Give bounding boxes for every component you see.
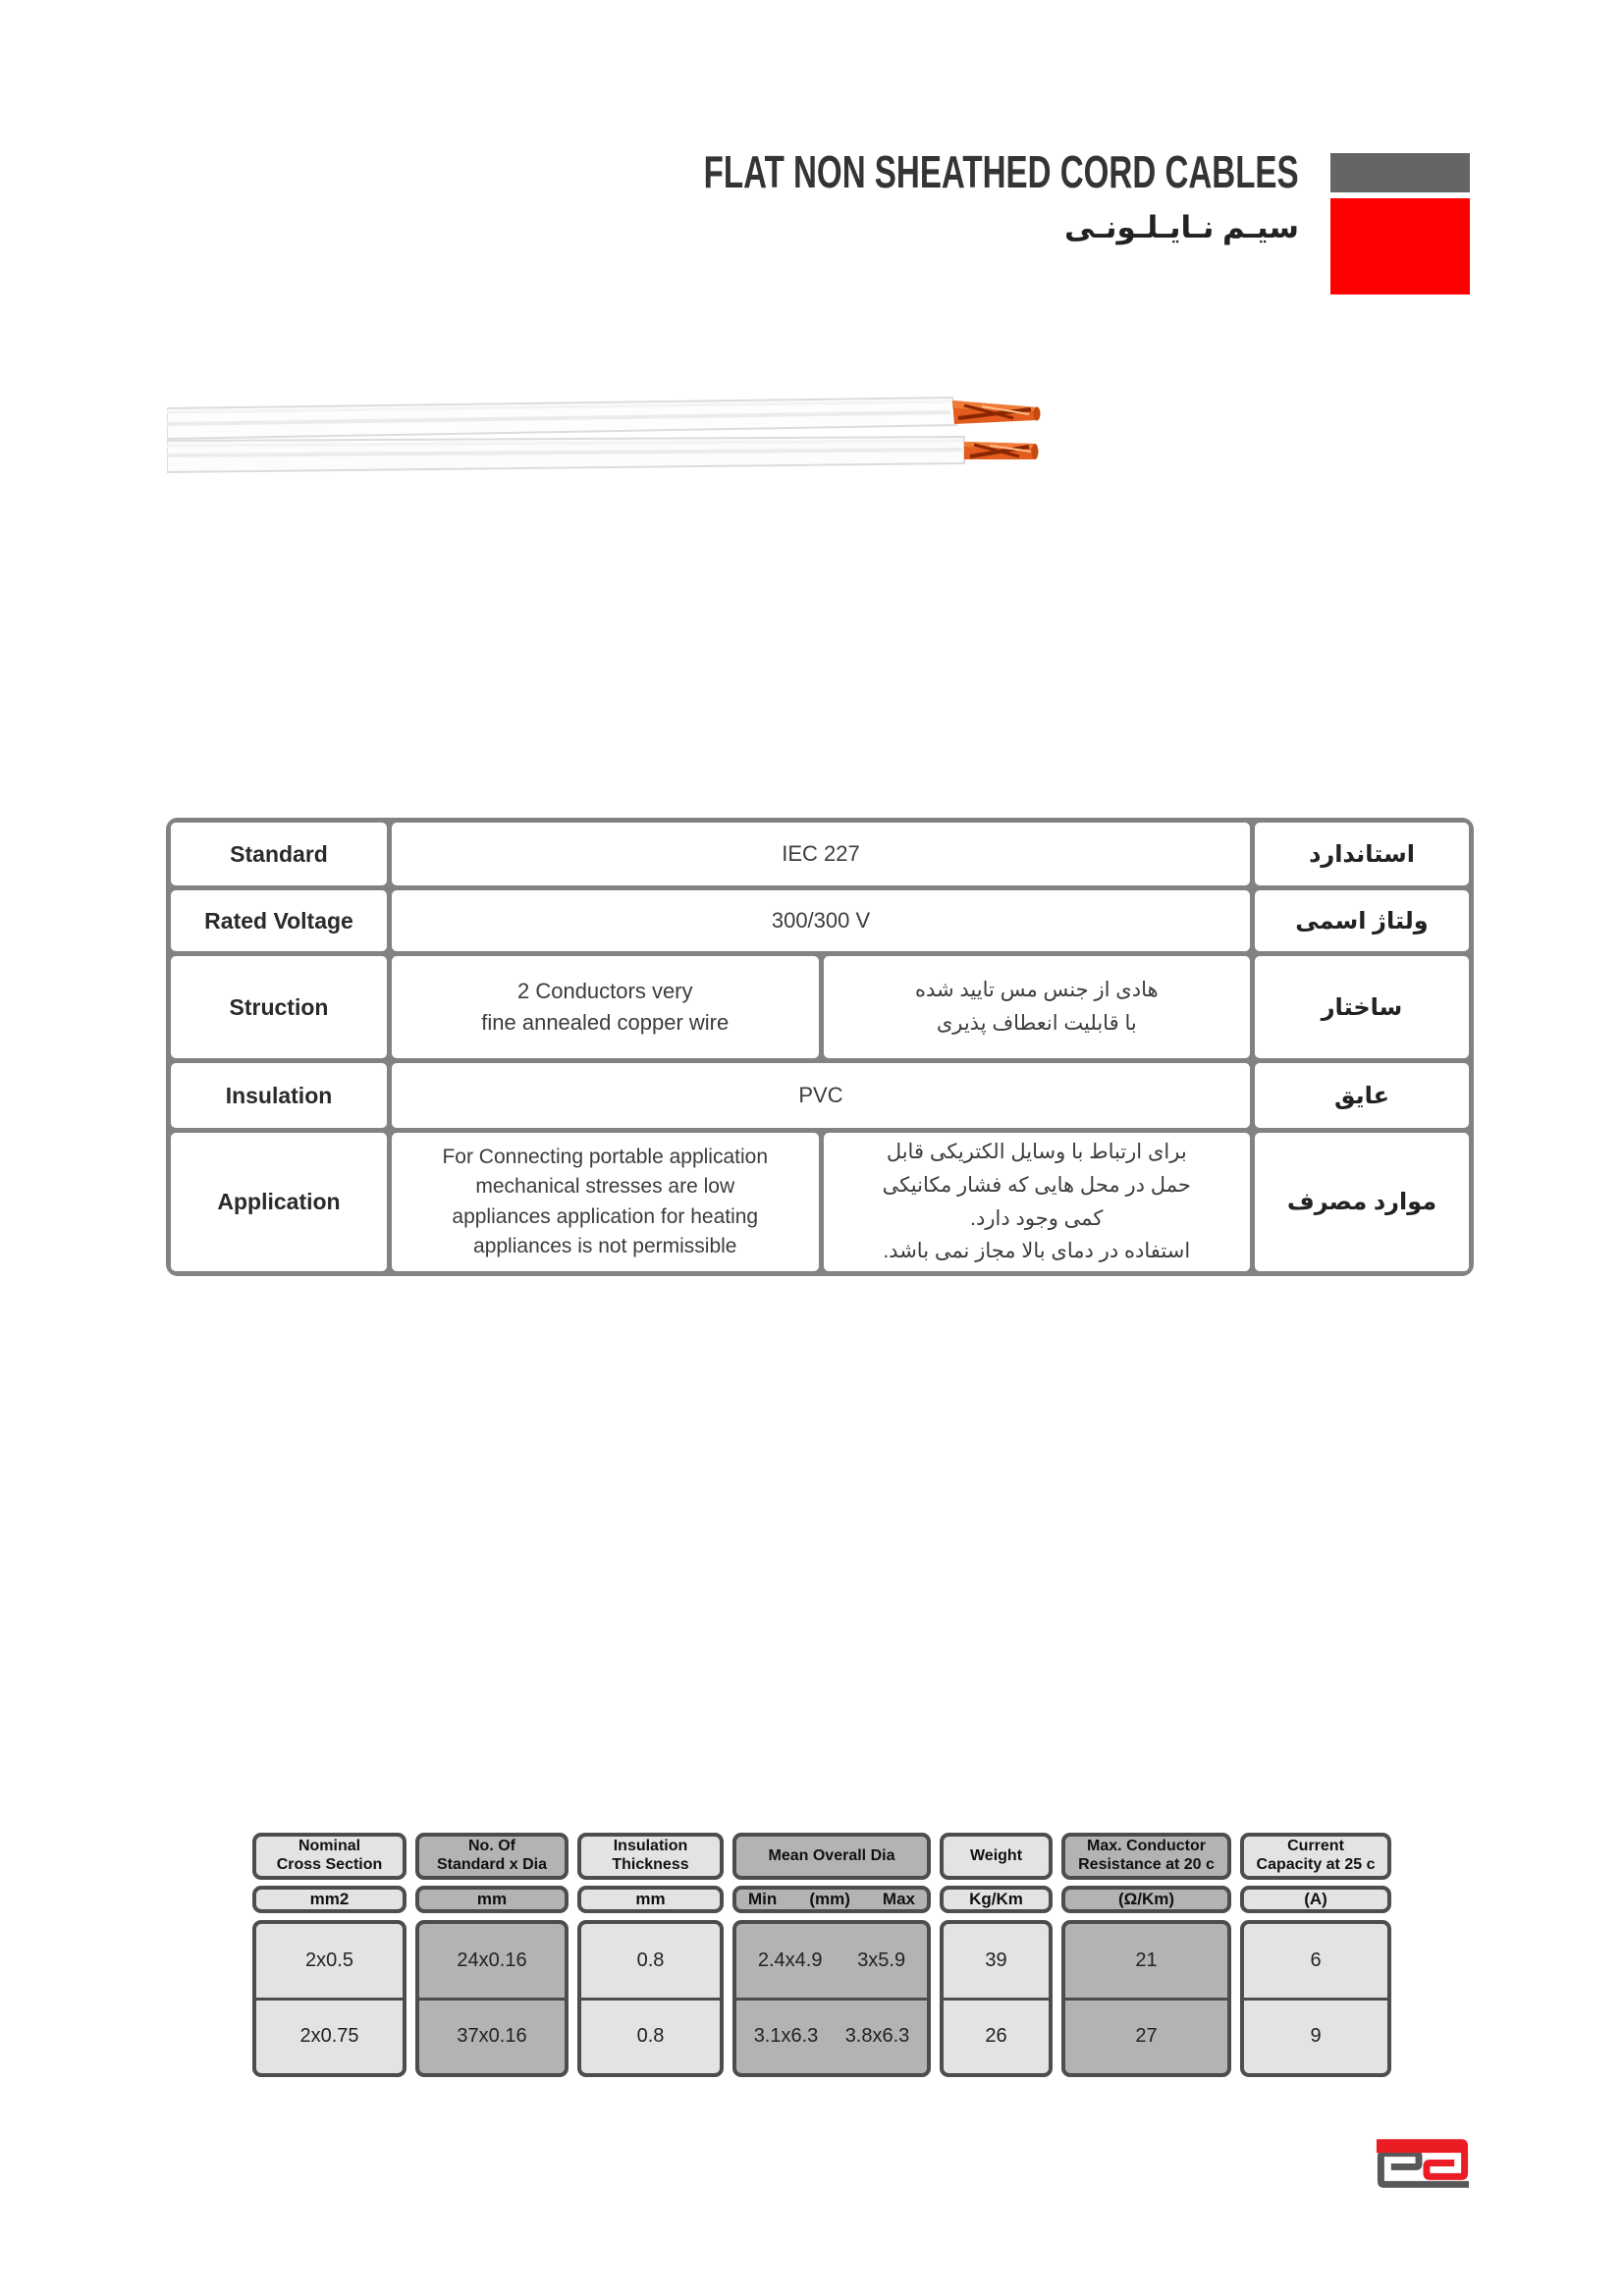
- spec-value-insulation: PVC: [392, 1063, 1250, 1128]
- column-header: Current Capacity at 25 c: [1240, 1833, 1391, 1880]
- spec-table: [166, 818, 1474, 1276]
- brand-logo-icon: [1372, 2136, 1474, 2191]
- column-no-of-standard-dia: [415, 1833, 568, 2077]
- table-cell: 0.8: [581, 1924, 720, 2001]
- title-red-block: [1330, 198, 1470, 294]
- spec-label-standard-fa: استاندارد: [1255, 823, 1469, 885]
- column-header: Mean Overall Dia: [732, 1833, 931, 1880]
- cable-lower-copper-tip: [964, 442, 1039, 459]
- column-unit: mm: [415, 1886, 568, 1913]
- column-unit: mm: [577, 1886, 724, 1913]
- column-nominal-cross-section: [252, 1833, 406, 2077]
- page-title: FLAT NON SHEATHED CORD CABLES: [704, 146, 1299, 197]
- column-mean-overall-dia: [732, 1833, 931, 2077]
- table-cell: 2x0.75: [299, 2025, 359, 2048]
- spec-label-struction: Struction: [171, 956, 387, 1058]
- spec-value-struction-en: 2 Conductors very fine annealed copper wire: [392, 956, 819, 1058]
- spec-value-standard: IEC 227: [392, 823, 1250, 885]
- table-cell: 9: [1310, 2025, 1322, 2048]
- spec-label-rated-voltage: Rated Voltage: [171, 890, 387, 951]
- spec-value-struction-fa: هادی از جنس مس تایید شده با قابلیت انعطاف پذیری: [824, 956, 1251, 1058]
- spec-label-application-fa: موارد مصرف: [1255, 1133, 1469, 1271]
- spec-label-application: Application: [171, 1133, 387, 1271]
- spec-label-insulation: Insulation: [171, 1063, 387, 1128]
- column-unit: (Ω/Km): [1061, 1886, 1231, 1913]
- spec-label-rated-voltage-fa: ولتاژ اسمی: [1255, 890, 1469, 951]
- column-current-capacity: [1240, 1833, 1391, 2077]
- column-header: No. Of Standard x Dia: [415, 1833, 568, 1880]
- spec-value-application-en: For Connecting portable application mechanical stresses are low appliances application for heating appliances is not permissible: [392, 1133, 819, 1271]
- table-cell: 21: [1065, 1924, 1227, 2001]
- column-values: [252, 1920, 406, 2077]
- table-cell: 26: [985, 2025, 1007, 2048]
- column-unit: mm2: [252, 1886, 406, 1913]
- table-cell: 2.4x4.9 3x5.9: [736, 1924, 927, 2001]
- cable-upper-copper-tip: [952, 400, 1041, 424]
- table-cell: 27: [1135, 2025, 1158, 2048]
- spec-label-standard: Standard: [171, 823, 387, 885]
- column-weight: [940, 1833, 1053, 2077]
- spec-value-rated-voltage: 300/300 V: [392, 890, 1250, 951]
- spec-value-application-fa: برای ارتباط با وسایل الکتریکی قابل حمل در محل هایی که فشار مکانیکی کمی وجود دارد. استفاده در دمای بالا مجاز نمی باشد.: [824, 1133, 1251, 1271]
- column-unit: (A): [1240, 1886, 1391, 1913]
- column-values: [940, 1920, 1053, 2077]
- column-unit: Min (mm) Max: [732, 1886, 931, 1913]
- column-values: [732, 1920, 931, 2077]
- spec-label-struction-fa: ساختار: [1255, 956, 1469, 1058]
- table-cell: 3.1x6.3 3.8x6.3: [753, 2025, 910, 2048]
- page-subtitle-farsi: سیـم نـایـلـونـی: [1063, 210, 1299, 244]
- column-header: Insulation Thickness: [577, 1833, 724, 1880]
- spec-label-insulation-fa: عایق: [1255, 1063, 1469, 1128]
- column-header: Nominal Cross Section: [252, 1833, 406, 1880]
- column-header: Weight: [940, 1833, 1053, 1880]
- dimensions-table: [252, 1833, 1391, 2077]
- table-cell: 24x0.16: [419, 1924, 565, 2001]
- table-cell: 2x0.5: [256, 1924, 403, 2001]
- cable-photo: [167, 395, 1056, 477]
- table-cell: 6: [1244, 1924, 1387, 2001]
- column-values: [1240, 1920, 1391, 2077]
- table-cell: 0.8: [636, 2025, 665, 2048]
- column-values: [577, 1920, 724, 2077]
- title-gray-bar: [1330, 153, 1470, 192]
- column-unit: Kg/Km: [940, 1886, 1053, 1913]
- column-header: Max. Conductor Resistance at 20 c: [1061, 1833, 1231, 1880]
- column-max-conductor-resistance: [1061, 1833, 1231, 2077]
- column-insulation-thickness: [577, 1833, 724, 2077]
- table-cell: 39: [944, 1924, 1049, 2001]
- column-values: [415, 1920, 568, 2077]
- table-cell: 37x0.16: [457, 2025, 527, 2048]
- column-values: [1061, 1920, 1231, 2077]
